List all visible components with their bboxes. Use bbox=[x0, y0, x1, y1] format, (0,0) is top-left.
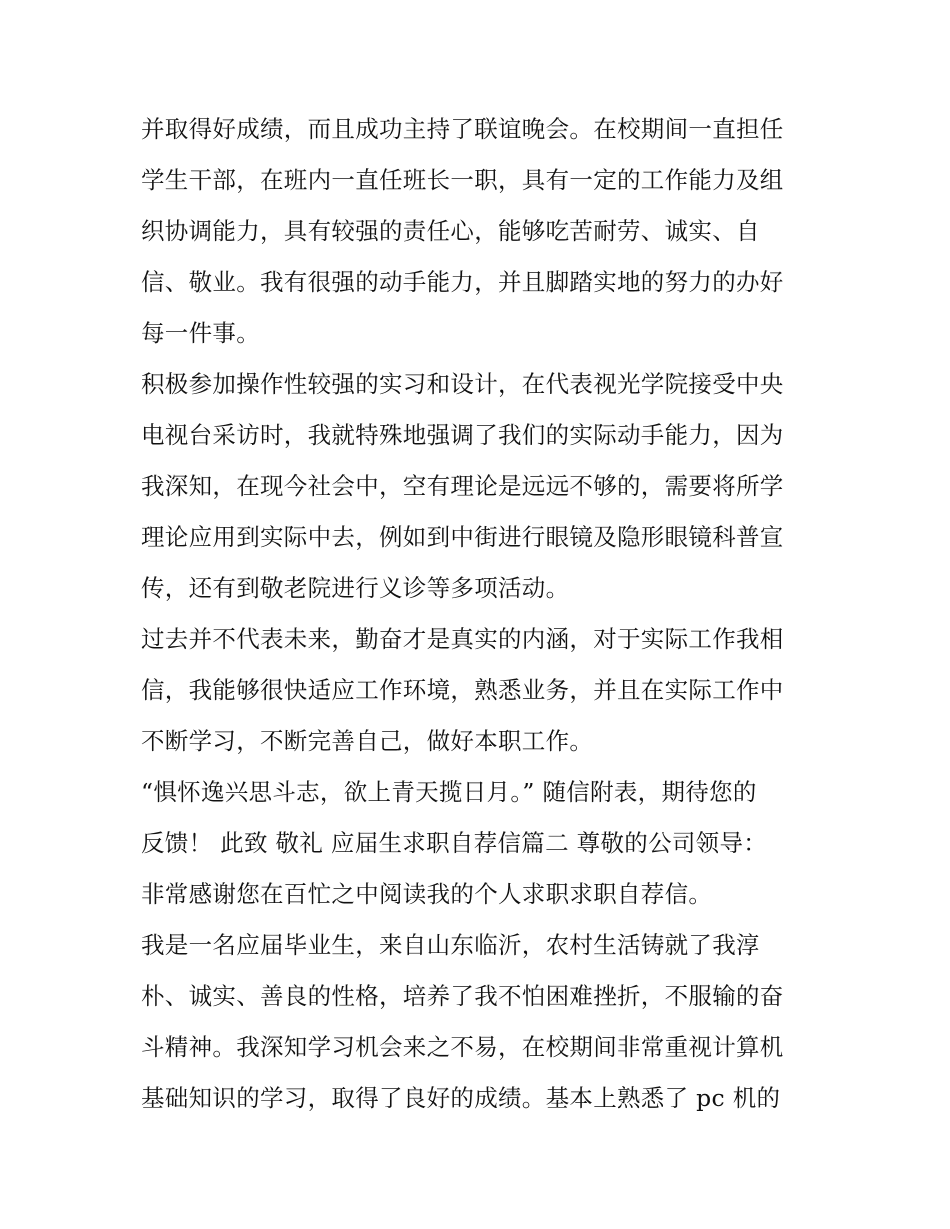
text-line: “惧怀逸兴思斗志，欲上青天揽日月。” 随信附表，期待您的 bbox=[141, 778, 757, 806]
text-line: 学生干部，在班内一直任班长一职，具有一定的工作能力及组 bbox=[141, 166, 784, 194]
text-line: 每一件事。 bbox=[141, 319, 260, 347]
text-line: 电视台采访时，我就特殊地强调了我们的实际动手能力，因为 bbox=[141, 421, 784, 449]
text-line: 织协调能力，具有较强的责任心，能够吃苦耐劳、诚实、自 bbox=[141, 217, 760, 245]
text-line: 朴、诚实、善良的性格，培养了我不怕困难挫折，不服输的奋 bbox=[141, 982, 784, 1010]
text-line: 过去并不代表未来，勤奋才是真实的内涵，对于实际工作我相 bbox=[141, 625, 784, 653]
text-line: 斗精神。我深知学习机会来之不易，在校期间非常重视计算机 bbox=[141, 1033, 784, 1061]
text-line: 信，我能够很快适应工作环境，熟悉业务，并且在实际工作中 bbox=[141, 676, 784, 704]
text-line: 非常感谢您在百忙之中阅读我的个人求职求职自荐信。 bbox=[141, 880, 713, 908]
text-line: 我深知，在现今社会中，空有理论是远远不够的，需要将所学 bbox=[141, 472, 784, 500]
text-line: 积极参加操作性较强的实习和设计，在代表视光学院接受中央 bbox=[141, 370, 784, 398]
text-line: 并取得好成绩，而且成功主持了联谊晚会。在校期间一直担任 bbox=[141, 115, 784, 143]
document-body bbox=[141, 104, 821, 1124]
text-line: 理论应用到实际中去，例如到中街进行眼镜及隐形眼镜科普宣 bbox=[141, 523, 784, 551]
text-line: 不断学习，不断完善自己，做好本职工作。 bbox=[141, 727, 594, 755]
text-line: 传，还有到敬老院进行义诊等多项活动。 bbox=[141, 574, 570, 602]
text-line: 我是一名应届毕业生，来自山东临沂，农村生活铸就了我淳 bbox=[141, 931, 760, 959]
text-line: 信、敬业。我有很强的动手能力，并且脚踏实地的努力的办好 bbox=[141, 268, 784, 296]
text-line: 基础知识的学习，取得了良好的成绩。基本上熟悉了 pc 机的 bbox=[141, 1084, 781, 1112]
text-line: 反馈！ 此致 敬礼 应届生求职自荐信篇二 尊敬的公司领导： bbox=[141, 829, 768, 857]
